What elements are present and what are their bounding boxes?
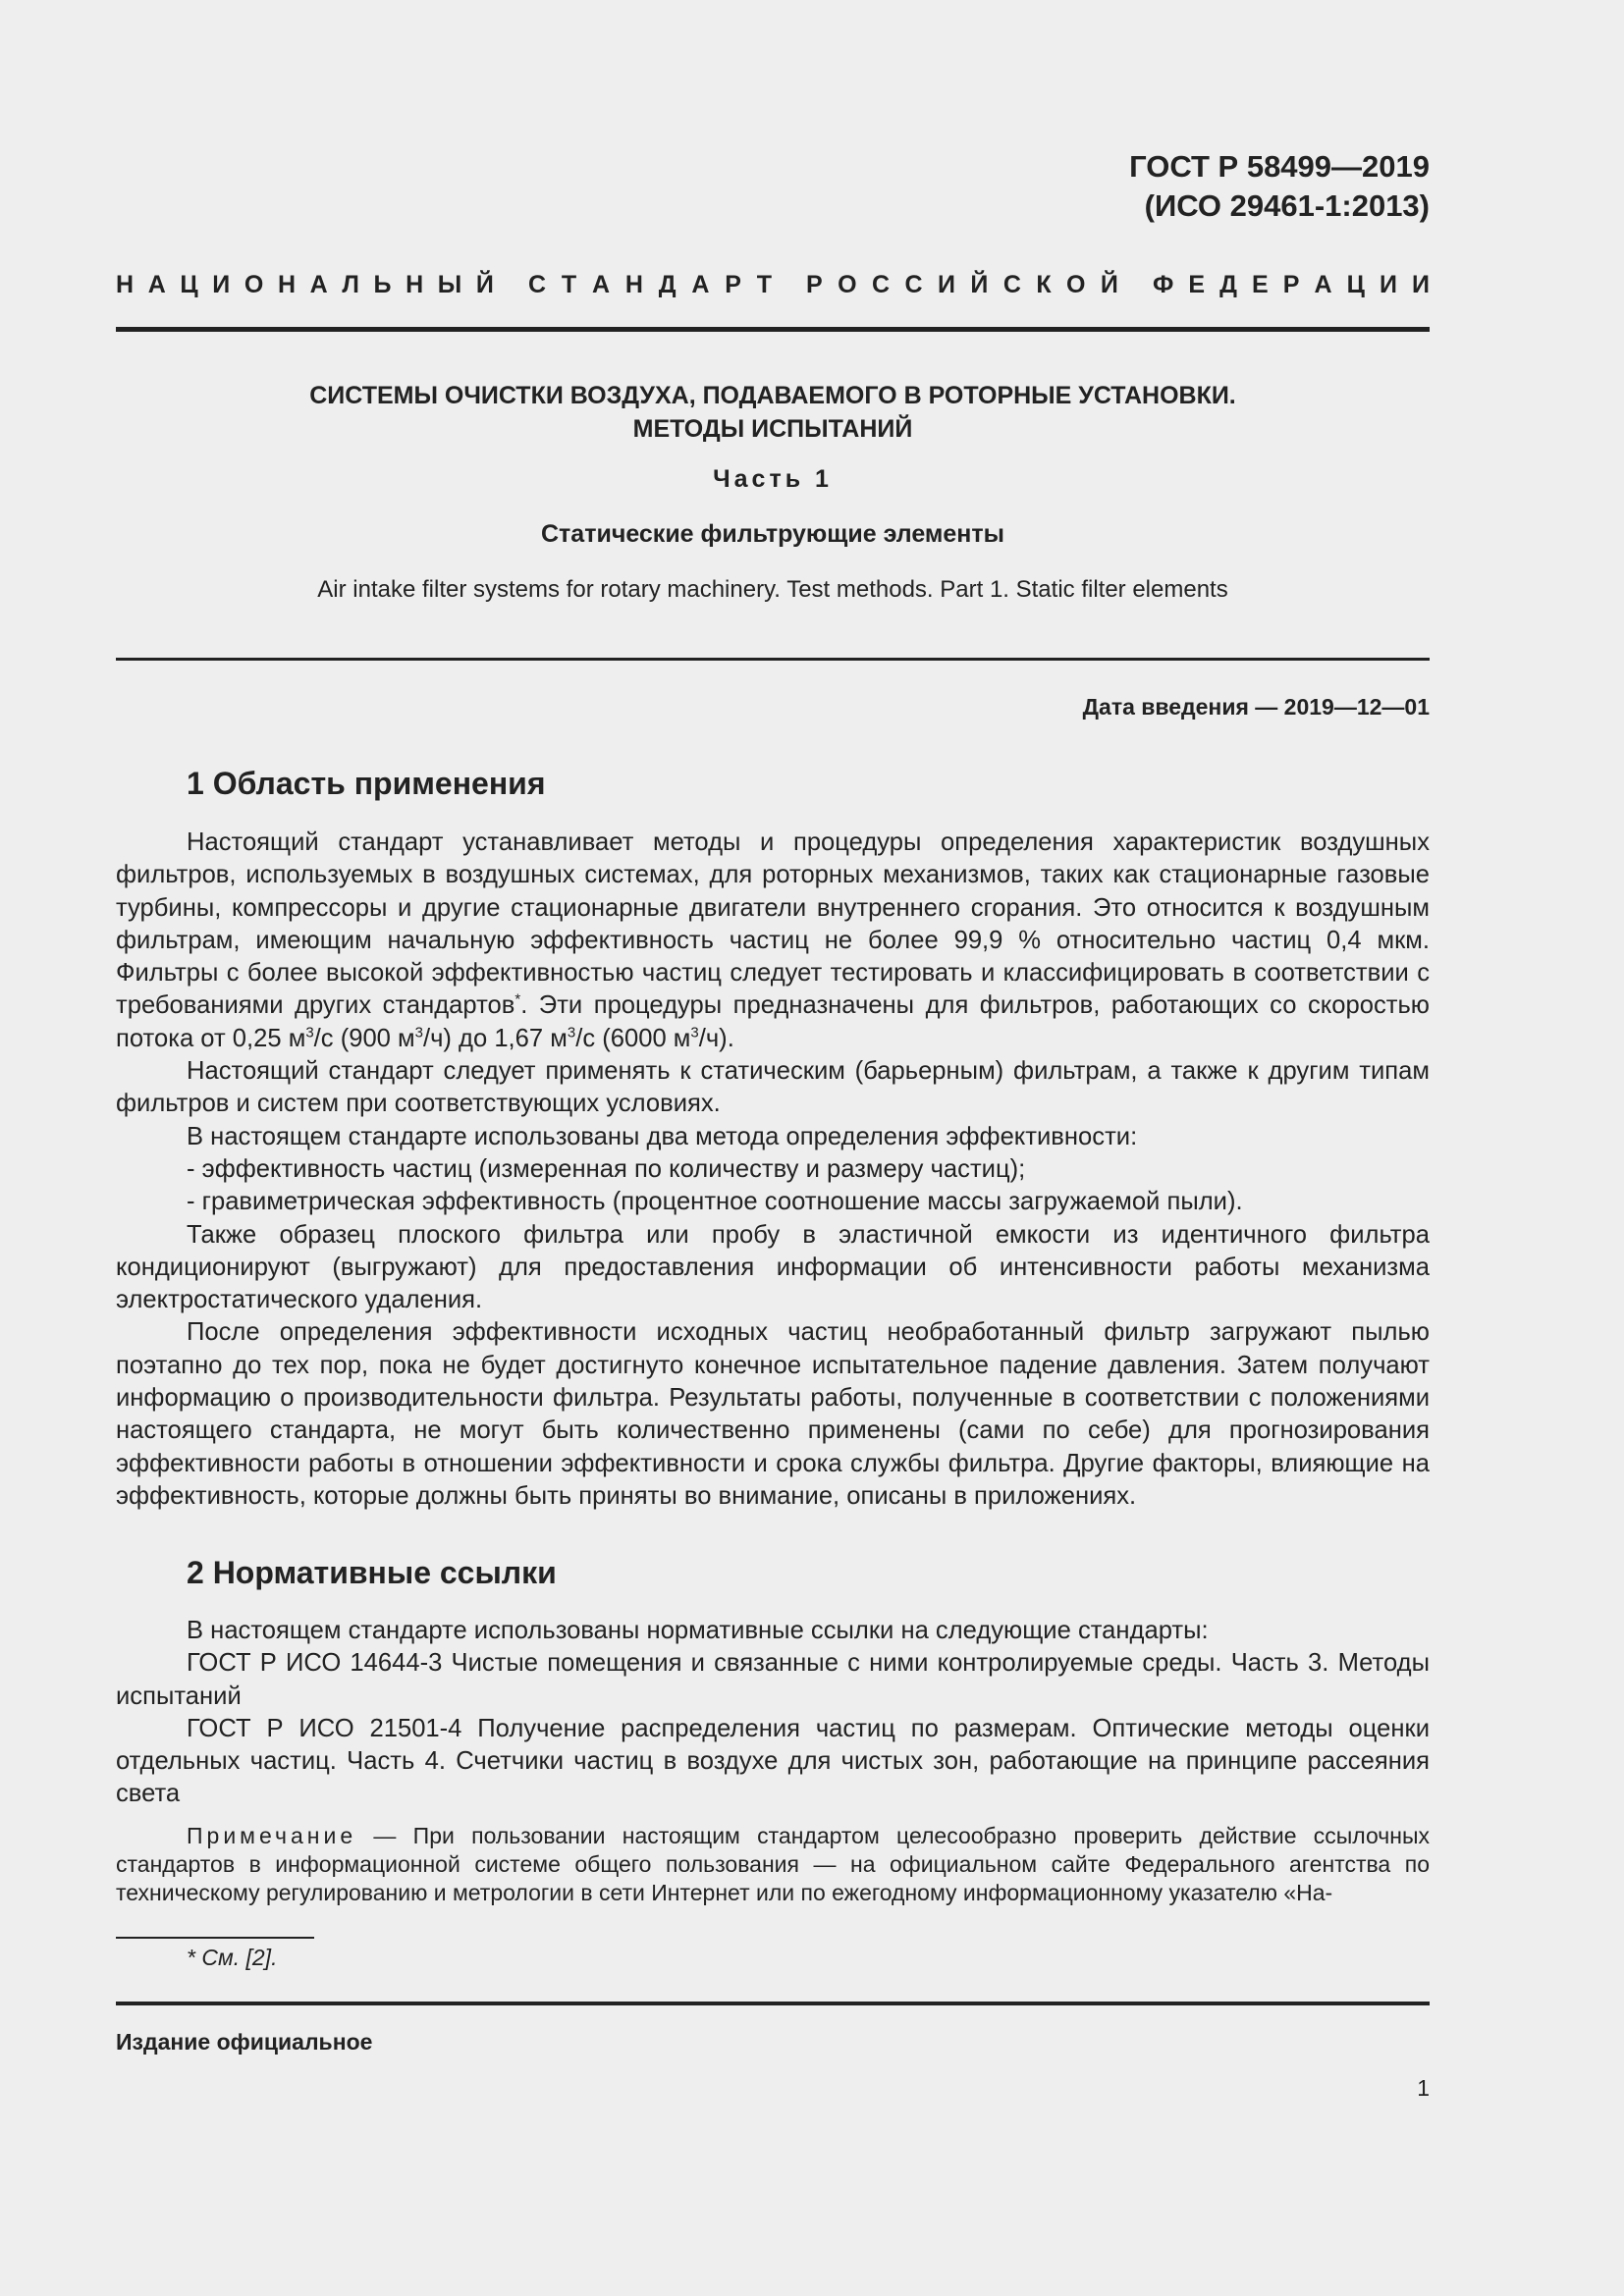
banner-letter: Ц [1346, 271, 1365, 298]
english-title: Air intake filter systems for rotary machinery. Test methods. Part 1. Static filter elements [317, 576, 1228, 603]
banner-letter: С [872, 271, 891, 298]
standard-code [1129, 147, 1430, 226]
document-title [116, 379, 1430, 446]
banner-letter: С [528, 271, 547, 298]
banner-letter: Д [658, 271, 677, 298]
header-divider [116, 327, 1430, 332]
document-subtitle: Статические фильтрующие элементы [541, 520, 1004, 548]
standard-code-line1: ГОСТ Р 58499—2019 [1129, 149, 1430, 184]
banner-letter: Ф [1153, 271, 1174, 298]
banner-letter: Ы [437, 271, 462, 298]
banner-letter: Т [756, 271, 772, 298]
banner-letter: Ь [373, 271, 392, 298]
banner-letter: И [1379, 271, 1397, 298]
banner-letter: Ц [180, 271, 198, 298]
section-1-paragraph-5: После определения эффективности исходных частиц необработанный фильтр загружают пылью поэтапно до тех пор, пока не будет достигнуто конечное испытательное падение давления. Затем получают информацию о производительности фильтра. Результаты работы, полученные в соответствии с положениями настоящего стандарта, не могут быть количественно применены (сами по себе) для прогнозирования эффективности работы в отношении эффективности и срока службы фильтра. Другие факторы, влияющие на эффективность, которые должны быть приняты во внимание, описаны в приложениях. [116, 1318, 1430, 1510]
section-1-heading: 1 Область применения [187, 766, 546, 801]
banner-word-4 [1153, 271, 1430, 299]
note-block [116, 1822, 1430, 1907]
banner-letter: И [1412, 271, 1430, 298]
section-1-paragraph-1: Настоящий стандарт устанавливает методы и процедуры определения характеристик воздушных фильтров, используемых в воздушных системах, для роторных механизмов, таких как стационарные газовые турбины, компрессоры и другие стационарные двигатели внутреннего сгорания. Это относится к воздушным фильтрам, имеющим начальную эффективность частиц не более 99,9 % относительно частиц 0,4 мкм. Фильтры с более высокой эффективностью частиц следует тестировать и классифицировать в соответствии с требованиями других стандартов*. Эти процедуры предназначены для фильтров, работающих со скоростью потока от 0,25 $м^3/с$ (900 $м^3/ч$) до 1,67 $м^3/с$ (6000 $м^3/ч$). [116, 828, 1430, 1052]
banner-letter: Л [342, 271, 359, 298]
banner-letter: Й [970, 271, 989, 298]
official-edition-label: Издание официальное [116, 2029, 373, 2055]
section-2-paragraph-1: В настоящем стандарте использованы нормативные ссылки на следующие стандарты: [187, 1617, 1209, 1644]
normative-reference-2: ГОСТ Р ИСО 21501-4 Получение распределения частиц по размерам. Оптические методы оценки отдельных частиц. Часть 4. Счетчики частиц в воздухе для чистых зон, работающие на принципе рассеяния света [116, 1714, 1430, 1808]
banner-letter: О [244, 271, 264, 298]
banner-letter: Н [116, 271, 135, 298]
banner-letter: К [1036, 271, 1052, 298]
banner-letter: А [1314, 271, 1332, 298]
banner-letter: О [838, 271, 857, 298]
banner-word-1 [116, 271, 494, 299]
section-1-paragraph-4: Также образец плоского фильтра или пробу в эластичной емкости из идентичного фильтра кондиционируют (выгружают) для предоставления информации об интенсивности работы механизма электростатического удаления. [116, 1220, 1430, 1314]
note-label: Примечание [187, 1823, 357, 1848]
title-divider [116, 658, 1430, 661]
section-1-paragraph-2: Настоящий стандарт следует применять к статическим (барьерным) фильтрам, а также к другим типам фильтров и систем при соответствующих условиях. [116, 1057, 1430, 1118]
banner-letter: Р [806, 271, 823, 298]
banner-letter: Р [1282, 271, 1300, 298]
banner-letter: Н [406, 271, 424, 298]
normative-reference-1: ГОСТ Р ИСО 14644-3 Чистые помещения и связанные с ними контролируемые среды. Часть 3. Методы испытаний [116, 1649, 1430, 1710]
banner-letter: Р [725, 271, 741, 298]
national-standard-banner [116, 271, 1430, 299]
banner-word-2 [528, 271, 772, 299]
banner-letter: Й [1100, 271, 1118, 298]
banner-letter: Е [1188, 271, 1206, 298]
banner-letter: А [309, 271, 328, 298]
banner-letter: Й [475, 271, 494, 298]
title-line-2: МЕТОДЫ ИСПЫТАНИЙ [632, 415, 913, 443]
title-line-1: СИСТЕМЫ ОЧИСТКИ ВОЗДУХА, ПОДАВАЕМОГО В РОТОРНЫЕ УСТАНОВКИ. [309, 382, 1236, 409]
banner-letter: Т [561, 271, 577, 298]
banner-letter: Н [624, 271, 643, 298]
banner-letter: А [591, 271, 611, 298]
note-text: — При пользовании настоящим стандартом целесообразно проверить действие ссылочных стандартов в информационной системе общего пользования — на официальном сайте Федерального агентства по техническому регулированию и метрологии в сети Интернет или по ежегодному информационному указателю «На- [116, 1823, 1430, 1905]
part-label: Часть 1 [713, 465, 833, 493]
banner-letter: И [212, 271, 231, 298]
list-item: - эффективность частиц (измеренная по количеству и размеру частиц); [187, 1154, 1026, 1183]
section-1-body [116, 827, 1430, 1513]
banner-word-3 [806, 271, 1118, 299]
banner-letter: Д [1219, 271, 1237, 298]
banner-letter: А [691, 271, 710, 298]
footnote-divider [116, 1937, 314, 1939]
footnote: * См. [2]. [187, 1945, 278, 1970]
banner-letter: С [904, 271, 923, 298]
section-1-paragraph-3: В настоящем стандарте использованы два метода определения эффективности: [187, 1122, 1138, 1150]
footer-divider [116, 2002, 1430, 2005]
banner-letter: А [147, 271, 166, 298]
banner-letter: С [1002, 271, 1021, 298]
banner-letter: О [1066, 271, 1086, 298]
footnote-marker: * [514, 990, 521, 1008]
section-2-heading: 2 Нормативные ссылки [187, 1555, 557, 1590]
introduction-date: Дата введения — 2019—12—01 [1082, 694, 1430, 720]
banner-letter: Е [1252, 271, 1269, 298]
banner-letter: Н [277, 271, 296, 298]
section-2-body [116, 1615, 1430, 1811]
banner-letter: И [938, 271, 955, 298]
list-item: - гравиметрическая эффективность (процентное соотношение массы загружаемой пыли). [187, 1188, 1243, 1216]
standard-code-line2: (ИСО 29461-1:2013) [1144, 188, 1430, 223]
page-number: 1 [1417, 2075, 1430, 2101]
